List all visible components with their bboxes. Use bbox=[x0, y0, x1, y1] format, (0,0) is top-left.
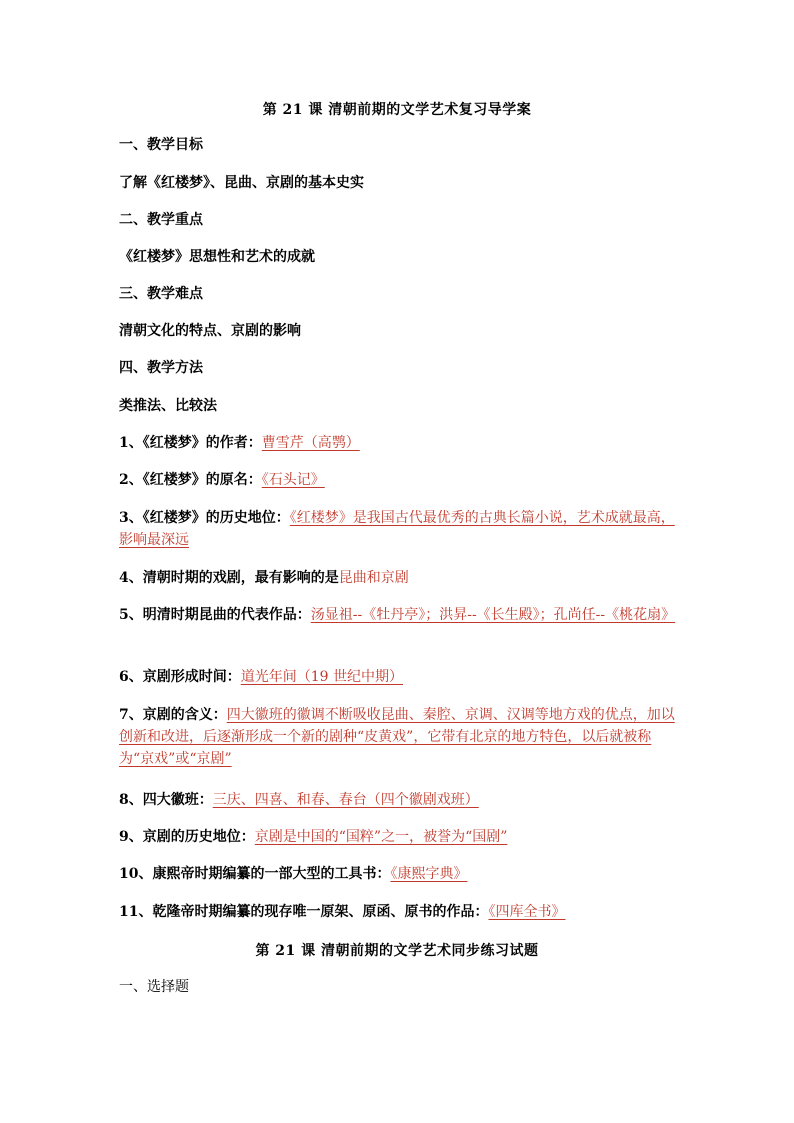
objective-text: 了解《红楼梦》、昆曲、京剧的基本史实 bbox=[119, 175, 364, 191]
question-text: 2、《红楼梦》的原名： bbox=[119, 472, 262, 488]
answer-text: 京剧是中国的“国粹”之一，被誉为“国剧” bbox=[254, 829, 508, 845]
list-item bbox=[119, 704, 679, 770]
exercise-title: 第 21 课 清朝前期的文学艺术同步练习试题 bbox=[255, 943, 539, 959]
key-text: 《红楼梦》思想性和艺术的成就 bbox=[119, 249, 315, 265]
answer-text: 《康熙字典》 bbox=[390, 866, 468, 882]
list-item bbox=[119, 666, 679, 688]
list-item bbox=[119, 863, 679, 885]
question-text: 9、京剧的历史地位： bbox=[119, 829, 255, 845]
answer-text: 三庆、四喜、和春、春台（四个徽剧戏班） bbox=[212, 792, 479, 808]
page-title: 第 21 课 清朝前期的文学艺术复习导学案 bbox=[262, 102, 532, 118]
question-text: 3、《红楼梦》的历史地位： bbox=[119, 510, 290, 526]
answer-text: 四大徽班的徽调不断吸收昆曲、秦腔、京调、汉调等地方戏的优点，加以创新和改进，后逐渐形成一个新的剧种“皮黄戏”，它带有北京的地方特色，以后就被称为“京戏”或“京剧” bbox=[119, 707, 675, 767]
question-text: 7、京剧的含义： bbox=[119, 707, 227, 723]
list-item bbox=[119, 604, 679, 626]
answer-text: 《四库全书》 bbox=[488, 904, 566, 920]
list-item bbox=[119, 567, 679, 589]
question-text: 8、四大徽班： bbox=[119, 792, 213, 808]
question-text: 4、清朝时期的戏剧，最有影响的是 bbox=[119, 570, 339, 586]
list-item bbox=[119, 507, 679, 551]
answer-text: 《石头记》 bbox=[261, 472, 325, 488]
answer-text: 汤显祖--《牡丹亭》；洪昇--《长生殿》；孔尚任--《桃花扇》 bbox=[310, 607, 676, 623]
answer-text: 《红楼梦》是我国古代最优秀的古典长篇小说，艺术成就最高，影响最深远 bbox=[119, 510, 675, 548]
list-item bbox=[119, 469, 679, 491]
difficult-text: 清朝文化的特点、京剧的影响 bbox=[119, 323, 301, 339]
answer-text: 曹雪芹（高鹗） bbox=[261, 435, 360, 451]
question-text: 10、康熙帝时期编纂的一部大型的工具书： bbox=[119, 866, 391, 882]
question-text: 6、京剧形成时间： bbox=[119, 669, 241, 685]
list-item bbox=[119, 432, 679, 454]
list-item bbox=[119, 826, 679, 848]
exercise-heading: 一、选择题 bbox=[119, 979, 189, 995]
difficult-heading: 三、教学难点 bbox=[119, 286, 203, 302]
list-item bbox=[119, 789, 679, 811]
answer-text: 道光年间（19 世纪中期） bbox=[240, 669, 404, 685]
question-text: 11、乾隆帝时期编纂的现存唯一原架、原函、原书的作品： bbox=[119, 904, 489, 920]
method-text: 类推法、比较法 bbox=[119, 398, 217, 414]
list-item bbox=[119, 901, 679, 923]
answer-text: 昆曲和京剧 bbox=[338, 570, 409, 586]
method-heading: 四、教学方法 bbox=[119, 360, 203, 376]
objective-heading: 一、教学目标 bbox=[119, 137, 203, 153]
question-text: 5、明清时期昆曲的代表作品： bbox=[119, 607, 311, 623]
question-text: 1、《红楼梦》的作者： bbox=[119, 435, 262, 451]
key-heading: 二、教学重点 bbox=[119, 212, 203, 228]
